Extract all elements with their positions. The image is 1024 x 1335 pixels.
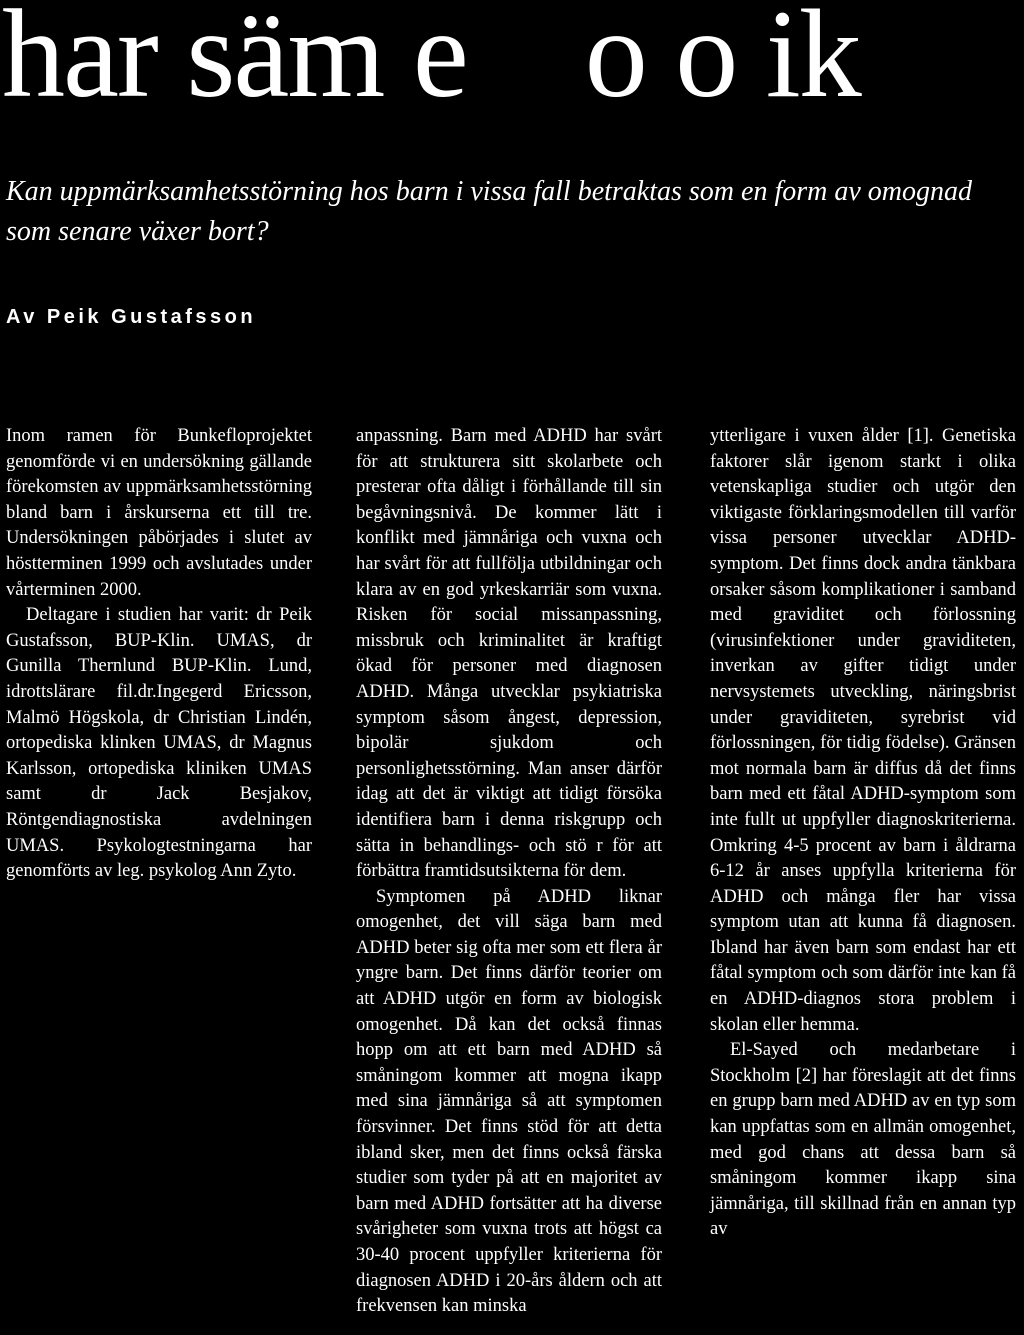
body-paragraph: Deltagare i studien har varit: dr Peik Gustafsson, BUP-Klin. UMAS, dr Gunilla Thernlund BUP-Klin. Lund, idrottslärare fil.dr.Ingegerd Ericsson, Malmö Högskola, dr Christian Lindén, ortopediska klinken UMAS, dr Magnus Karlsson, ortopediska kliniken UMAS samt dr Jack Besjakov, Röntgendiagnostiska avdelningen UMAS. Psykologtestningarna har genomförts av leg. psykolog Ann Zyto. — [6, 605, 312, 882]
body-paragraph: Inom ramen för Bunkefloprojektet genomförde vi en undersökning gällande förekomsten av uppmärksamhetsstörning bland barn i årskurserna ett till tre. Undersökningen påbörjades i slutet av höstterminen 1999 och avslutades under vårterminen 2000. — [6, 426, 312, 600]
body-paragraph: ytterligare i vuxen ålder [1]. Genetiska faktorer slår igenom starkt i olika vetenskapliga studier och utgör den viktigaste förklaringsmodellen till varför vissa personer utvecklar ADHD-symptom. Det finns dock andra tänkbara orsaker såsom komplikationer i samband med graviditet och förlossning (virusinfektioner under graviditeten, inverkan av gifter tidigt under nervsystemets utveckling, näringsbrist under graviditeten, syrebrist vid förlossningen, för tidig födelse). Gränsen mot normala barn är diffus då det finns barn med ett fåtal ADHD-symptom som inte fullt ut uppfyller diagnoskriterierna. Omkring 4-5 procent av barn i åldrarna 6-12 år anses uppfylla kriterierna för ADHD och många fler har vissa symptom utan att kunna få diagnosen. Ibland har även barn som endast har ett fåtal symptom och som därför inte kan få en ADHD-diagnos stora problem i skolan eller hemma. — [710, 426, 1016, 1035]
text-column-1 — [6, 424, 312, 885]
text-column-3 — [710, 424, 1016, 1243]
article-title: har säm e o o ik — [2, 0, 860, 124]
body-paragraph: El-Sayed och medarbetare i Stockholm [2] har föreslagit att det finns en grupp barn med ADHD av en typ som kan uppfattas som en allmän omogenhet, med god chans att dessa barn så småningom kommer ikapp sina jämnåriga, till skillnad från en annan typ av — [710, 1040, 1016, 1240]
body-paragraph: anpassning. Barn med ADHD har svårt för att strukturera sitt skolarbete och presterar ofta dåligt i förhållande till sin begåvningsnivå. De kommer lätt i konflikt med jämnåriga och vuxna och har svårt för att fullfölja utbildningar och klara av en god yrkeskarriär som vuxna. Risken för social missanpassning, missbruk och kriminalitet är kraftigt ökad för personer med diagnosen ADHD. Många utvecklar psykiatriska symptom såsom ångest, depression, bipolär sjukdom och personlighetsstörning. Man anser därför idag att det är viktigt att tidigt försöka identifiera barn i denna riskgrupp och sätta in behandlings- och stö r för att förbättra framtidsutsikterna för dem. — [356, 426, 662, 882]
text-column-2 — [356, 424, 662, 1320]
article-byline: Av Peik Gustafsson — [6, 306, 257, 328]
body-paragraph: Symptomen på ADHD liknar omogenhet, det vill säga barn med ADHD beter sig ofta mer som ett flera år yngre barn. Det finns därför teorier om att ADHD utgör en form av biologisk omogenhet. Då kan det också finnas hopp om att ett barn med ADHD så småningom kommer att mogna ikapp med sina jämnåriga så att symptomen försvinner. Det finns stöd för att detta ibland sker, men det finns också färska studier som tyder på att en majoritet av barn med ADHD fortsätter att ha diverse svårigheter som vuxna trots att högst ca 30-40 procent uppfyller kriterierna för diagnosen ADHD i 20-års åldern och att frekvensen kan minska — [356, 886, 662, 1317]
article-ingress: Kan uppmärksamhetsstörning hos barn i vissa fall betraktas som en form av omognad som senare växer bort? — [6, 176, 972, 247]
